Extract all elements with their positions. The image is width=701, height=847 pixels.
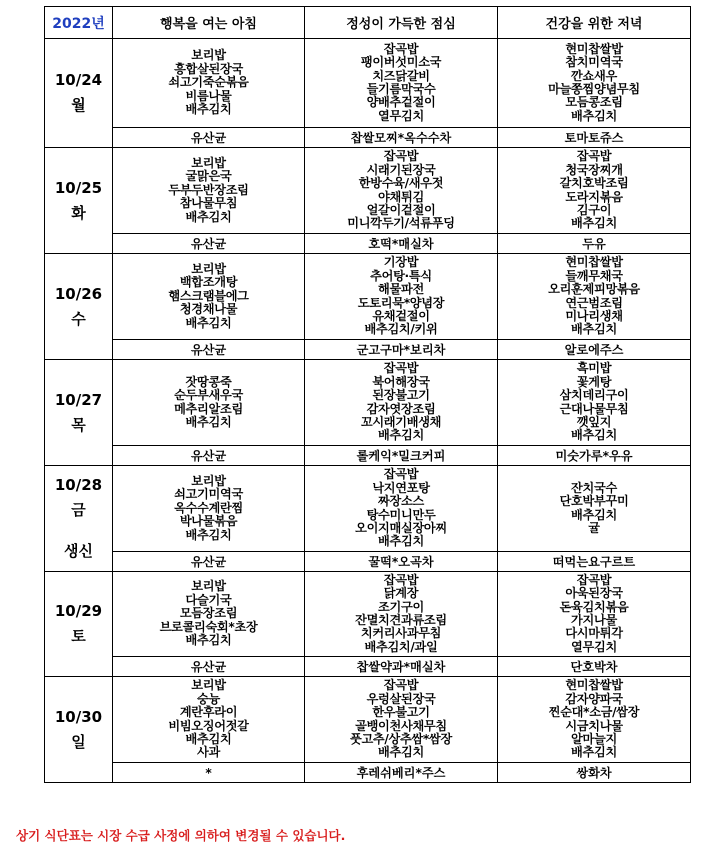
lunch-menu — [305, 360, 498, 446]
menu-item: 아욱된장국 — [565, 586, 623, 601]
weekday-label: 목 — [71, 415, 86, 434]
menu-item: 배추김치 — [571, 428, 617, 443]
menu-item: 배추김치 — [185, 102, 232, 117]
menu-item: 배추김치 — [571, 507, 617, 522]
year-header: 2022년 — [45, 7, 113, 39]
menu-item: 배추김치 — [378, 428, 424, 443]
menu-item: 짜장소스 — [378, 494, 424, 509]
menu-item: 돈육김치볶음 — [559, 599, 629, 614]
menu-item: 한방수육/새우젓 — [358, 176, 444, 191]
menu-item: 추어탕·특식 — [370, 268, 432, 283]
day-snack-row — [45, 128, 691, 148]
footer-note: 상기 식단표는 시장 수급 사정에 의하여 변경될 수 있습니다. — [16, 828, 346, 843]
menu-item: 흑미밥 — [576, 361, 612, 376]
weekday-label: 화 — [71, 203, 86, 222]
menu-item: 사과 — [197, 745, 220, 760]
date-cell — [45, 572, 113, 677]
menu-item: 유채겉절이 — [372, 308, 430, 323]
dinner-menu — [498, 148, 691, 234]
lunch-header: 정성이 가득한 점심 — [305, 7, 498, 39]
dinner-snack: 떠먹는요구르트 — [498, 552, 691, 572]
breakfast-snack: 유산균 — [113, 446, 305, 466]
breakfast-menu — [113, 360, 305, 446]
menu-item: 잡곡밥 — [576, 149, 612, 164]
dinner-menu — [498, 572, 691, 657]
menu-item: 마늘쫑찜양념무침 — [548, 82, 640, 96]
menu-item: 굴맑은국 — [185, 169, 232, 184]
menu-item: 배추김치 — [185, 209, 232, 224]
dinner-menu — [498, 39, 691, 128]
weekday-label: 토 — [71, 627, 86, 645]
menu-item: 풋고추/상추쌈*쌈장 — [349, 731, 452, 746]
date-cell — [45, 254, 113, 360]
day-snack-row — [45, 234, 691, 254]
menu-item: 배추김치 — [185, 633, 232, 648]
breakfast-menu — [113, 254, 305, 340]
menu-item: 도토리묵*양념장 — [357, 295, 445, 310]
breakfast-snack: 유산균 — [113, 552, 305, 572]
menu-item: 참나물무침 — [179, 196, 238, 211]
menu-item: 감자양파국 — [565, 691, 623, 706]
menu-item: 보리밥 — [191, 261, 226, 276]
lunch-snack: 군고구마*보리차 — [305, 340, 498, 360]
menu-item: 모듬콩조림 — [565, 95, 623, 110]
menu-item: 삼치데리구이 — [559, 388, 629, 403]
day-menu-row — [45, 466, 691, 552]
menu-item: 우렁살된장국 — [366, 691, 436, 706]
menu-item: 모듬장조림 — [179, 606, 238, 621]
breakfast-snack: 유산균 — [113, 128, 305, 148]
menu-item: 참치미역국 — [565, 55, 623, 70]
menu-item: 잡곡밥 — [383, 149, 419, 164]
menu-item: 가지나물 — [571, 613, 617, 627]
menu-item: 박나물볶음 — [179, 514, 238, 529]
menu-item: 흥합살된장국 — [174, 61, 243, 76]
menu-item: 배추김치/키위 — [364, 322, 438, 337]
dinner-menu — [498, 677, 691, 763]
date-cell — [45, 677, 113, 783]
day-snack-row — [45, 657, 691, 677]
menu-item: 옥수수계란찜 — [174, 500, 243, 515]
menu-item: 근대나물무침 — [559, 401, 629, 416]
menu-item: 오이지매실장아찌 — [355, 520, 447, 535]
lunch-menu — [305, 677, 498, 763]
breakfast-menu — [113, 466, 305, 552]
menu-item: 배추김치 — [185, 731, 232, 746]
menu-item: 팽이버섯미소국 — [360, 55, 442, 70]
menu-item: 쇠고기죽순볶음 — [168, 75, 249, 90]
lunch-menu — [305, 148, 498, 234]
menu-item: 닭계장 — [383, 586, 419, 601]
date-label: 10/29 — [54, 602, 103, 620]
menu-item: 알마늘지 — [571, 731, 617, 746]
lunch-menu — [305, 254, 498, 340]
day-menu-row — [45, 572, 691, 657]
breakfast-menu — [113, 572, 305, 657]
menu-item: 햄스크램블에그 — [168, 288, 249, 303]
dinner-header: 건강을 위한 저녁 — [498, 7, 691, 39]
menu-body — [45, 39, 691, 783]
dinner-snack: 알로에주스 — [498, 340, 691, 360]
dinner-snack: 쌍화차 — [498, 763, 691, 783]
menu-item: 북어해장국 — [372, 374, 430, 389]
menu-item: 조기구이 — [378, 599, 424, 614]
weekday-label: 금 — [71, 501, 86, 519]
breakfast-header: 행복을 여는 아침 — [113, 7, 305, 39]
date-label: 10/30 — [54, 707, 103, 726]
menu-item: 치커리사과무침 — [360, 626, 442, 641]
menu-item: 현미찹쌀밥 — [565, 41, 623, 56]
menu-item: 보리밥 — [191, 155, 226, 170]
day-menu-row — [45, 39, 691, 128]
menu-item: 귤 — [588, 520, 600, 535]
menu-item: 순두부새우국 — [174, 388, 243, 403]
menu-item: 보리밥 — [191, 579, 226, 594]
day-menu-row — [45, 148, 691, 234]
menu-item: 도라지볶음 — [565, 189, 623, 204]
menu-item: 배추김치 — [378, 534, 424, 549]
menu-item: 갈치호박조림 — [559, 176, 629, 191]
menu-item: 잡곡밥 — [383, 41, 419, 56]
menu-item: 들기름막국수 — [366, 82, 436, 96]
menu-item: 잡곡밥 — [576, 572, 612, 587]
menu-item: 배추김치 — [185, 315, 232, 330]
menu-item: 청경채나물 — [179, 302, 238, 317]
menu-item: 해물파전 — [378, 282, 424, 297]
menu-item: 배추김치/과일 — [364, 639, 438, 654]
menu-item: 배추김치 — [571, 322, 617, 337]
dinner-snack: 단호박차 — [498, 657, 691, 677]
menu-item: 오리훈제피망볶음 — [548, 282, 640, 297]
menu-item: 시금치나물 — [565, 718, 623, 733]
meal-plan-table — [44, 6, 691, 783]
menu-item: 김구이 — [576, 202, 612, 217]
menu-item: 청국장찌개 — [565, 162, 623, 177]
date-label: 10/24 — [54, 71, 103, 89]
breakfast-menu — [113, 148, 305, 234]
menu-item: 열무김치 — [571, 639, 617, 654]
menu-item: 비빔오징어젓갈 — [168, 718, 249, 733]
menu-item: 비름나물 — [185, 88, 232, 103]
breakfast-menu — [113, 677, 305, 763]
date-cell — [45, 148, 113, 254]
menu-item: 양배추겉절이 — [366, 95, 436, 110]
lunch-menu — [305, 466, 498, 552]
breakfast-snack: 유산균 — [113, 657, 305, 677]
date-label: 10/25 — [54, 178, 103, 197]
dinner-menu — [498, 254, 691, 340]
menu-item: 배추김치 — [571, 745, 617, 760]
menu-item: 잔멸치견과류조림 — [355, 613, 447, 627]
menu-item: 잣땅콩죽 — [185, 374, 232, 389]
menu-item: 배추김치 — [185, 527, 232, 542]
dinner-snack: 두유 — [498, 234, 691, 254]
menu-item: 백합조개탕 — [179, 275, 238, 290]
date-cell — [45, 360, 113, 466]
menu-item: 치즈닭갈비 — [372, 68, 430, 83]
menu-item: 다슬기국 — [185, 592, 232, 607]
lunch-snack: 찹쌀약과*매실차 — [305, 657, 498, 677]
menu-item: 현미찹쌀밥 — [565, 678, 623, 693]
menu-item: 연근범조림 — [565, 295, 623, 310]
menu-item: 깻잎지 — [576, 414, 612, 429]
lunch-menu — [305, 572, 498, 657]
menu-item: 잡곡밥 — [383, 572, 419, 587]
header-row — [45, 7, 691, 39]
date-cell — [45, 39, 113, 148]
day-snack-row — [45, 446, 691, 466]
breakfast-snack: 유산균 — [113, 340, 305, 360]
date-label: 10/28 — [54, 476, 103, 494]
menu-item: 메추리알조림 — [174, 401, 243, 416]
breakfast-menu — [113, 39, 305, 128]
menu-item: 감자엿장조림 — [366, 401, 436, 416]
menu-item: 보리밥 — [191, 678, 226, 693]
date-cell — [45, 466, 113, 572]
dinner-snack: 토마토쥬스 — [498, 128, 691, 148]
weekday-label: 수 — [71, 309, 86, 328]
menu-item: 한우불고기 — [372, 705, 430, 720]
lunch-snack: 찹쌀모찌*옥수수차 — [305, 128, 498, 148]
menu-item: 미니깍두기/석류푸딩 — [347, 216, 455, 231]
menu-item: 계란후라이 — [179, 705, 238, 720]
menu-item: 쇠고기미역국 — [174, 487, 243, 502]
menu-item: 낙지연포탕 — [372, 480, 430, 495]
event-label: 생신 — [64, 542, 93, 560]
menu-item: 미나리생채 — [565, 308, 623, 323]
day-menu-row — [45, 254, 691, 340]
weekday-label: 월 — [71, 96, 86, 114]
menu-item: 보리밥 — [191, 48, 226, 63]
menu-item: 배추김치 — [185, 414, 232, 429]
lunch-snack: 후레쉬베리*주스 — [305, 763, 498, 783]
day-snack-row — [45, 552, 691, 572]
day-menu-row — [45, 360, 691, 446]
menu-item: 다시마튀각 — [565, 626, 623, 641]
day-snack-row — [45, 763, 691, 783]
menu-item: 얼갈이겉절이 — [366, 202, 436, 217]
menu-item: 깐쇼새우 — [571, 68, 617, 83]
menu-item: 숭늉 — [197, 691, 220, 706]
menu-item: 찐순대*소금/쌈장 — [548, 705, 640, 720]
menu-item: 골뱅이천사채무침 — [355, 718, 447, 733]
day-menu-row — [45, 677, 691, 763]
menu-item: 잡곡밥 — [383, 467, 419, 482]
day-snack-row — [45, 340, 691, 360]
menu-item: 탕수미니만두 — [366, 507, 436, 522]
date-label: 10/27 — [54, 390, 103, 409]
menu-item: 브로콜리숙회*초장 — [159, 619, 258, 634]
date-label: 10/26 — [54, 284, 103, 303]
menu-item: 기장밥 — [383, 255, 419, 270]
lunch-snack: 호떡*매실차 — [305, 234, 498, 254]
menu-item: 시래기된장국 — [366, 162, 436, 177]
dinner-snack: 미숫가루*우유 — [498, 446, 691, 466]
menu-item: 배추김치 — [378, 745, 424, 760]
menu-item: 현미찹쌀밥 — [565, 255, 623, 270]
menu-item: 꼬시래기배생채 — [360, 414, 442, 429]
lunch-snack: 롤케익*밀크커피 — [305, 446, 498, 466]
menu-item: 꽃게탕 — [576, 374, 612, 389]
menu-item: 배추김치 — [571, 216, 617, 231]
menu-item: 단호박부꾸미 — [559, 494, 629, 509]
menu-item: 들깨무채국 — [565, 268, 623, 283]
dinner-menu — [498, 360, 691, 446]
weekday-label: 일 — [71, 732, 86, 751]
menu-item: 보리밥 — [191, 473, 226, 488]
menu-item: 잡곡밥 — [383, 678, 419, 693]
menu-item: 열무김치 — [378, 108, 424, 123]
menu-item: 잡곡밥 — [383, 361, 419, 376]
menu-item: 두부두반장조림 — [168, 182, 249, 197]
menu-item: 잔치국수 — [571, 480, 617, 495]
lunch-snack: 꿀떡*오곡차 — [305, 552, 498, 572]
lunch-menu — [305, 39, 498, 128]
menu-item: 배추김치 — [571, 108, 617, 123]
menu-item: 야채튀김 — [378, 189, 424, 204]
breakfast-snack: 유산균 — [113, 234, 305, 254]
dinner-menu — [498, 466, 691, 552]
menu-item: 된장불고기 — [372, 388, 430, 403]
breakfast-snack: * — [113, 763, 305, 783]
